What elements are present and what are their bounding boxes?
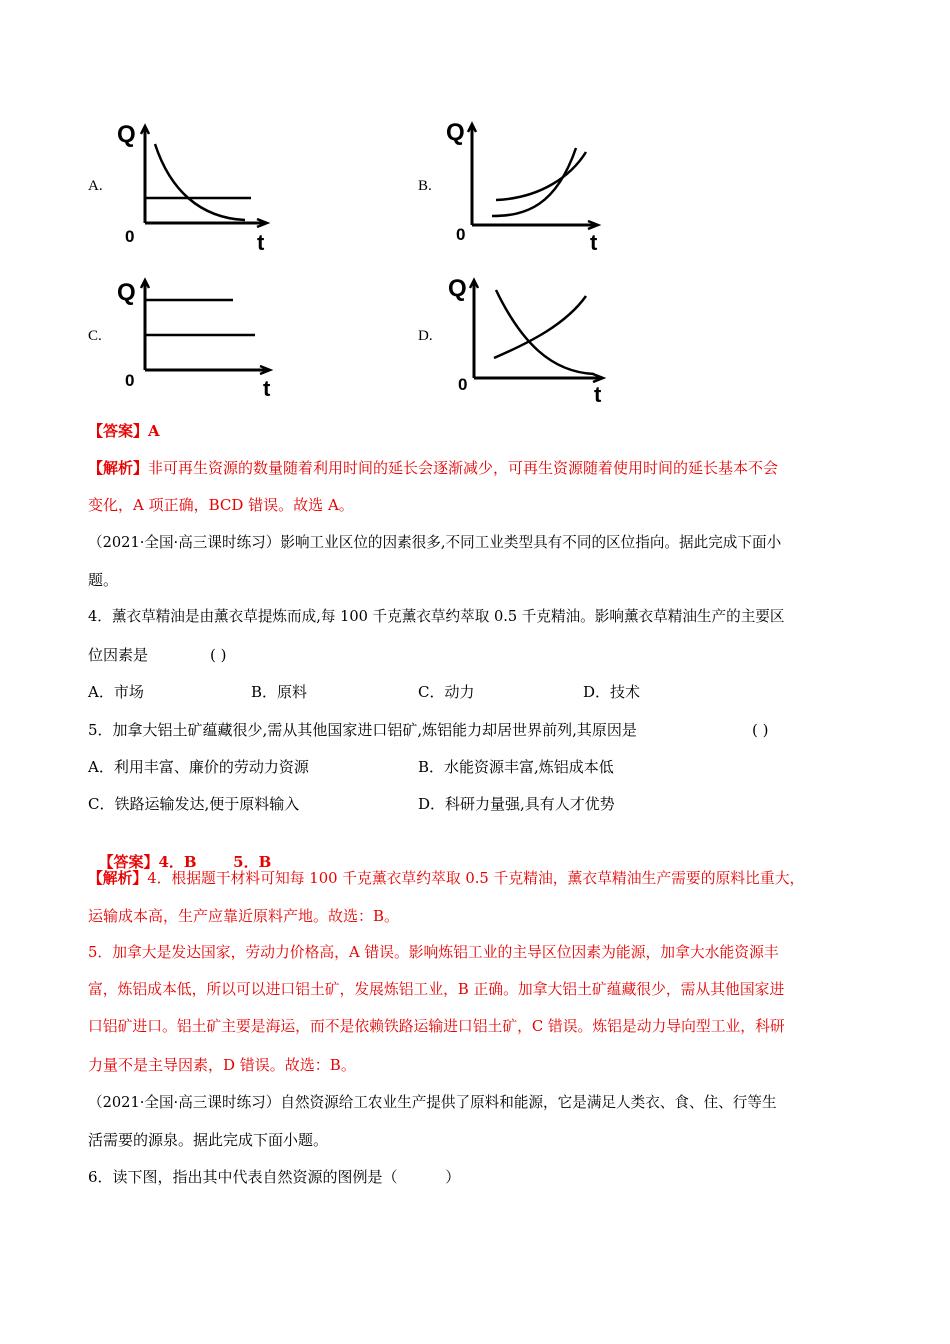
graph-a-q-label: Q: [117, 121, 136, 148]
q4-stem-line-1: 4．薰衣草精油是由薰衣草提炼而成,每 100 千克薰衣草约萃取 0.5 千克精油。影响薰衣草精油生产的主要区: [88, 608, 785, 625]
graph-d-zero-label: 0: [458, 375, 468, 394]
graph-a: [115, 120, 275, 255]
graph-b-zero-label: 0: [456, 225, 466, 244]
a45-answer: [88, 832, 271, 872]
intro-1-line-2: 题。: [88, 571, 119, 589]
a45-analysis-line-4: 富，炼铝成本低，所以可以进口铝土矿，发展炼铝工业，B 正确。加拿大铝土矿蕴藏很少，需从其他国家进: [88, 981, 785, 998]
a45-analysis-line-6: 力量不是主导因素，D 错误。故选：B。: [88, 1056, 356, 1074]
graph-b-q-label: Q: [446, 119, 465, 146]
q5-option-c: C．铁路运输发达,便于原料输入: [88, 795, 300, 813]
q5-option-a: A．利用丰富、廉价的劳动力资源: [88, 758, 309, 776]
answer-tag: 【答案】: [88, 422, 149, 440]
a45-analysis-line-1: [88, 869, 804, 889]
intro-2-line-2: 活需要的源泉。据此完成下面小题。: [88, 1131, 329, 1149]
q4-option-a: A．市场: [88, 683, 144, 701]
q4-option-c: C．动力: [418, 683, 475, 701]
graph-a-letter: A.: [88, 178, 103, 194]
graph-b-t-label: t: [590, 230, 598, 255]
graph-a-zero-label: 0: [125, 227, 135, 246]
graph-b: [446, 116, 606, 256]
q6-stem: 6．读下图，指出其中代表自然资源的图例是（ ）: [88, 1168, 461, 1186]
graph-c-letter: C.: [88, 328, 102, 344]
q5-answer-paren: ( ): [752, 721, 769, 739]
q3-analysis-line-2: 变化，A 项正确，BCD 错误。故选 A。: [88, 496, 354, 514]
graph-d-letter: D.: [418, 328, 433, 344]
answer-tag: 【答案】: [98, 853, 159, 871]
q3-analysis-line-1: [88, 458, 778, 478]
q4-stem-line-2: [88, 645, 148, 665]
q5-stem: 5．加拿大铝土矿蕴藏很少,需从其他国家进口铝矿,炼铝能力却居世界前列,其原因是: [88, 721, 637, 739]
analysis-text: 非可再生资源的数量随着利用时间的延长会逐渐减少，可再生资源随着使用时间的延长基本不会: [148, 459, 779, 477]
graph-c-t-label: t: [263, 376, 271, 401]
analysis-text: 4．根据题干材料可知每 100 千克薰衣草约萃取 0.5 千克精油，薰衣草精油生产需要的原料比重大，: [147, 870, 805, 887]
q5-option-d: D．科研力量强,具有人才优势: [418, 795, 615, 813]
q3-answer: [88, 421, 160, 441]
answer-value: A: [148, 422, 160, 440]
analysis-tag: 【解析】: [88, 459, 149, 477]
q4-stem-text: 位因素是: [88, 646, 149, 664]
graph-d-t-label: t: [594, 382, 602, 407]
q5-option-b: B．水能资源丰富,炼铝成本低: [418, 758, 614, 776]
graph-c-zero-label: 0: [125, 371, 135, 390]
graph-b-letter: B.: [418, 178, 432, 194]
analysis-tag: 【解析】: [88, 870, 148, 887]
a45-analysis-line-2: 运输成本高，生产应靠近原料产地。故选：B。: [88, 907, 400, 925]
graph-c-q-label: Q: [117, 279, 136, 306]
q4-answer-paren: ( ): [210, 646, 227, 664]
a45-analysis-line-5: 口铝矿进口。铝土矿主要是海运，而不是依赖铁路运输进口铝土矿，C 错误。炼铝是动力导向型工业，科研: [88, 1018, 785, 1035]
intro-2-line-1: （2021·全国·高三课时练习）自然资源给工农业生产提供了原料和能源，它是满足人类衣、食、住、行等生: [88, 1094, 777, 1111]
graph-a-t-label: t: [257, 230, 265, 255]
q4-option-d: D．技术: [583, 683, 641, 701]
answer-value: 4．B 5．B: [158, 853, 272, 871]
intro-1-line-1: （2021·全国·高三课时练习）影响工业区位的因素很多,不同工业类型具有不同的区位指向。据此完成下面小: [88, 534, 782, 551]
graph-d: [446, 272, 611, 407]
graph-d-q-label: Q: [448, 275, 467, 302]
a45-analysis-line-3: 5．加拿大是发达国家，劳动力价格高，A 错误。影响炼铝工业的主导区位因素为能源，加拿大水能资源丰: [88, 944, 779, 961]
q4-option-b: B．原料: [251, 683, 308, 701]
graph-c: [115, 276, 280, 401]
